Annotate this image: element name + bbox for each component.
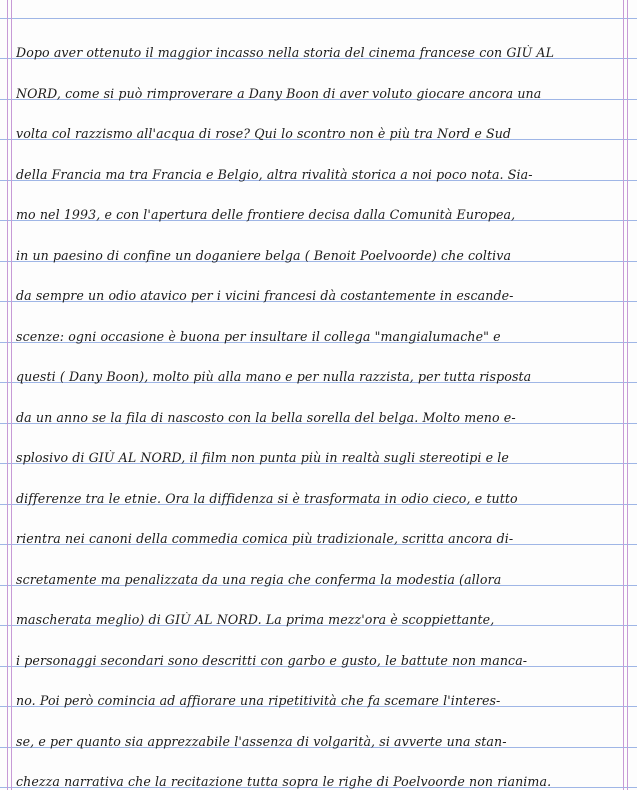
text-line: volta col razzismo all'acqua di rose? Qui lo scontro non è più tra Nord e Sud (16, 126, 512, 141)
text-line: in un paesino di confine un doganiere belga ( Benoit Poelvoorde) che coltiva (16, 248, 512, 263)
text-line: da sempre un odio atavico per i vicini francesi dà costantemente in escande- (16, 288, 514, 303)
text-line: NORD, come si può rimproverare a Dany Boon di aver voluto giocare ancora una (16, 86, 542, 101)
text-line: scenze: ogni occasione è buona per insultare il collega "mangialumache" e (16, 329, 501, 344)
text-line: splosivo di GIÙ AL NORD, il film non punta più in realtà sugli stereotipi e le (16, 450, 509, 465)
text-line: questi ( Dany Boon), molto più alla mano e per nulla razzista, per tutta risposta (16, 369, 532, 384)
text-line: chezza narrativa che la recitazione tutta sopra le righe di Poelvoorde non rianima. (16, 774, 552, 789)
ruled-line (0, 18, 637, 19)
right-margin-line-outer (627, 0, 628, 790)
text-line: differenze tra le etnie. Ora la diffidenza si è trasformata in odio cieco, e tutto (16, 491, 518, 506)
text-line: Dopo aver ottenuto il maggior incasso nella storia del cinema francese con GIÙ AL (16, 45, 555, 60)
text-line: i personaggi secondari sono descritti con garbo e gusto, le battute non manca- (16, 653, 528, 668)
text-line: da un anno se la fila di nascosto con la bella sorella del belga. Molto meno e- (16, 410, 516, 425)
right-margin-line (623, 0, 624, 790)
text-line: scretamente ma penalizzata da una regia che conferma la modestia (allora (16, 572, 502, 587)
text-line: della Francia ma tra Francia e Belgio, altra rivalità storica a noi poco nota. Sia- (16, 167, 533, 182)
text-line: no. Poi però comincia ad affiorare una ripetitività che fa scemare l'interes- (16, 693, 501, 708)
text-line: rientra nei canoni della commedia comica più tradizionale, scritta ancora di- (16, 531, 514, 546)
text-line: mascherata meglio) di GIÙ AL NORD. La prima mezz'ora è scoppiettante, (16, 612, 495, 627)
text-line: mo nel 1993, e con l'apertura delle frontiere decisa dalla Comunità Europea, (16, 207, 516, 222)
left-margin-line-inner (11, 0, 12, 790)
text-line: se, e per quanto sia apprezzabile l'assenza di volgarità, si avverte una stan- (16, 734, 507, 749)
left-margin-line (7, 0, 8, 790)
